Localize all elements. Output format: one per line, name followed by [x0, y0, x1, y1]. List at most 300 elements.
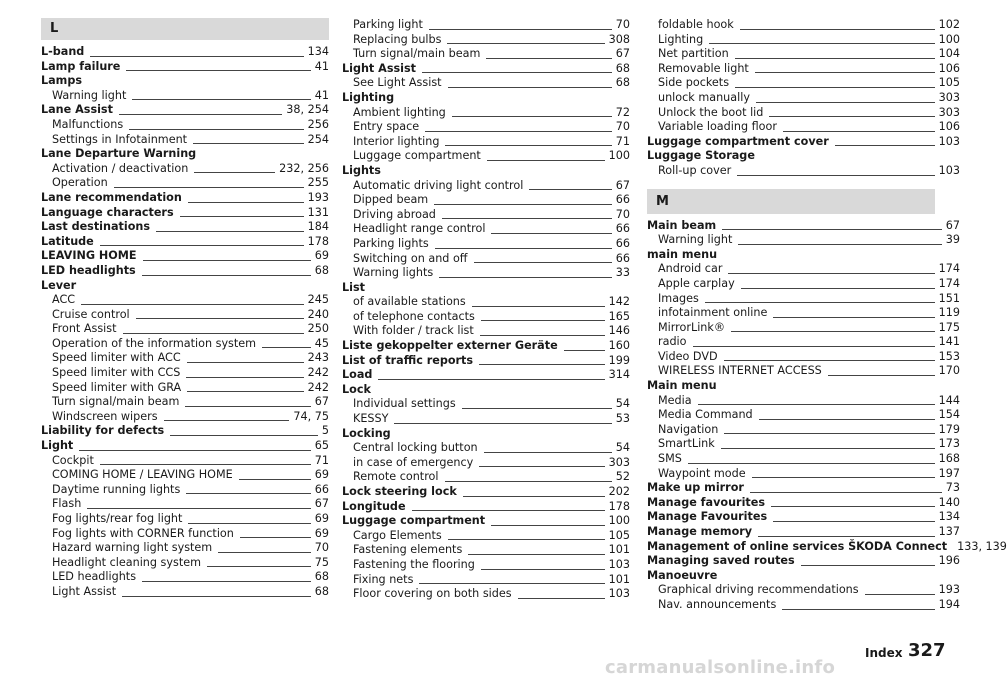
page-reference[interactable]: 105: [938, 76, 960, 90]
page-reference[interactable]: 303: [608, 455, 630, 469]
index-term: With folder / track list: [353, 324, 474, 338]
index-entry: [41, 60, 329, 75]
page-reference[interactable]: 106: [938, 120, 960, 134]
leader-line: [709, 43, 934, 44]
leader-line: [737, 175, 934, 176]
leader-line: [758, 536, 935, 537]
index-entry: [41, 162, 329, 177]
page-reference[interactable]: 184: [307, 220, 329, 234]
index-entry: [342, 237, 630, 252]
index-entry: [647, 33, 960, 48]
index-entry: [647, 364, 960, 379]
page-reference[interactable]: 168: [938, 452, 960, 466]
leader-line: [419, 583, 604, 584]
leader-line: [752, 477, 935, 478]
index-entry: [647, 106, 960, 121]
page-reference[interactable]: 101: [608, 543, 630, 557]
index-entry: [342, 164, 630, 179]
page-reference[interactable]: 165: [608, 309, 630, 323]
page-reference[interactable]: 134: [938, 510, 960, 524]
index-term: Management of online services ŠKODA Connect: [647, 539, 948, 553]
page-reference[interactable]: 67: [314, 497, 329, 511]
index-term: Images: [658, 291, 699, 305]
index-entry: [41, 337, 329, 352]
page-reference[interactable]: 68: [615, 76, 630, 90]
index-term: Central locking button: [353, 441, 478, 455]
page-reference[interactable]: 193: [307, 190, 329, 204]
leader-line: [529, 189, 611, 190]
leader-line: [835, 145, 935, 146]
index-entry: [342, 456, 630, 471]
leader-line: [142, 581, 311, 582]
leader-line: [447, 43, 604, 44]
index-term: Cargo Elements: [353, 528, 442, 542]
index-term: Navigation: [658, 422, 719, 436]
page-reference[interactable]: 140: [938, 495, 960, 509]
index-entry: [647, 62, 960, 77]
page-reference[interactable]: 194: [938, 597, 960, 611]
leader-line: [193, 143, 304, 144]
leader-line: [114, 187, 304, 188]
page-reference[interactable]: 178: [608, 499, 630, 513]
leader-line: [724, 360, 935, 361]
index-entry: [342, 339, 630, 354]
leader-line: [425, 131, 612, 132]
index-term: of telephone contacts: [353, 309, 475, 323]
index-term: Managing saved routes: [647, 554, 795, 568]
page-reference[interactable]: 5: [321, 424, 329, 438]
index-entry: [647, 437, 960, 452]
index-term: Warning light: [52, 88, 127, 102]
index-term: Hazard warning light system: [52, 541, 213, 555]
index-entry: [342, 383, 630, 398]
index-entry: [41, 541, 329, 556]
index-term: Warning lights: [353, 266, 434, 280]
index-entry: [342, 354, 630, 369]
page-reference[interactable]: 153: [938, 349, 960, 363]
page-reference[interactable]: 54: [615, 397, 630, 411]
leader-line: [472, 306, 605, 307]
page-reference[interactable]: 52: [615, 470, 630, 484]
leader-line: [123, 333, 304, 334]
index-term: SMS: [658, 452, 682, 466]
index-column-3: [647, 18, 1007, 613]
page-reference[interactable]: 105: [608, 528, 630, 542]
page-reference[interactable]: 68: [314, 584, 329, 598]
page-reference[interactable]: 199: [608, 353, 630, 367]
index-entry: [342, 310, 630, 325]
index-term: Cruise control: [52, 307, 130, 321]
index-entry: [342, 208, 630, 223]
index-term: Language characters: [41, 205, 174, 219]
leader-line: [164, 420, 290, 421]
index-term: List: [342, 280, 365, 294]
index-entry: [342, 135, 630, 150]
leader-line: [738, 244, 941, 245]
page-reference[interactable]: 66: [615, 236, 630, 250]
index-term: WIRELESS INTERNET ACCESS: [658, 364, 822, 378]
page-reference[interactable]: 41: [314, 88, 329, 102]
index-term: main menu: [647, 247, 718, 261]
leader-line: [170, 435, 318, 436]
index-entry: [647, 452, 960, 467]
index-entry: [41, 133, 329, 148]
leader-line: [491, 233, 611, 234]
page-reference[interactable]: 66: [615, 222, 630, 236]
page-reference[interactable]: 256: [307, 117, 329, 131]
page-reference[interactable]: 242: [307, 366, 329, 380]
index-entry: [41, 89, 329, 104]
leader-line: [143, 260, 311, 261]
index-term: Fog lights with CORNER function: [52, 526, 234, 540]
page-reference[interactable]: 106: [938, 61, 960, 75]
page-reference[interactable]: 101: [608, 572, 630, 586]
page-reference[interactable]: 174: [938, 262, 960, 276]
index-entry: [342, 324, 630, 339]
leader-line: [188, 202, 304, 203]
page-reference[interactable]: 303: [938, 90, 960, 104]
index-term: Parking lights: [353, 236, 429, 250]
page-reference[interactable]: 75: [314, 555, 329, 569]
page-reference[interactable]: 175: [938, 320, 960, 334]
index-term: Warning light: [658, 233, 733, 247]
index-entry: [647, 135, 960, 150]
index-term: Fog lights/rear fog light: [52, 512, 183, 525]
page-reference[interactable]: 131: [307, 205, 329, 219]
index-term: LED headlights: [52, 570, 137, 584]
index-entry: [41, 410, 329, 425]
index-term: Automatic driving light control: [353, 178, 524, 192]
index-term: Luggage Storage: [647, 149, 755, 163]
index-entry: [342, 543, 630, 558]
page-reference[interactable]: 68: [615, 61, 630, 75]
page-reference[interactable]: 170: [938, 364, 960, 378]
index-term: Waypoint mode: [658, 466, 746, 480]
index-entry: [41, 512, 329, 527]
page-reference[interactable]: 73: [945, 481, 960, 495]
index-entry: [41, 585, 329, 600]
index-term: Last destinations: [41, 220, 151, 234]
page-reference[interactable]: 146: [608, 324, 630, 338]
leader-line: [412, 510, 605, 511]
index-term: Windscreen wipers: [52, 409, 158, 423]
index-term: Lamps: [41, 74, 83, 88]
index-term: Lever: [41, 278, 77, 292]
leader-line: [773, 317, 934, 318]
page-reference[interactable]: 66: [615, 193, 630, 207]
leader-line: [422, 72, 612, 73]
index-term: Lighting: [342, 90, 395, 104]
index-entry: [647, 248, 960, 263]
page-reference[interactable]: 67: [945, 218, 960, 232]
leader-line: [756, 102, 935, 103]
page-reference[interactable]: 70: [314, 541, 329, 555]
leader-line: [445, 481, 612, 482]
index-term: Unlock the boot lid: [658, 105, 764, 119]
page-reference[interactable]: 245: [307, 293, 329, 307]
index-term: Liability for defects: [41, 424, 165, 438]
page-reference[interactable]: 74, 75: [293, 409, 329, 423]
index-term: Fastening the flooring: [353, 557, 475, 571]
leader-line: [207, 566, 311, 567]
leader-line: [435, 248, 612, 249]
index-entry: [342, 441, 630, 456]
leader-line: [518, 598, 605, 599]
footer-label: Index: [865, 646, 903, 660]
index-term: LED headlights: [41, 263, 136, 277]
index-entry: [342, 573, 630, 588]
page-reference[interactable]: 144: [938, 393, 960, 407]
page-reference[interactable]: 70: [615, 207, 630, 221]
index-entry: [41, 191, 329, 206]
leader-line: [782, 609, 934, 610]
leader-line: [129, 129, 303, 130]
page-reference[interactable]: 33: [615, 266, 630, 280]
index-term: Remote control: [353, 470, 439, 484]
page-reference[interactable]: 119: [938, 306, 960, 320]
page-reference[interactable]: 54: [615, 441, 630, 455]
index-entry: [647, 321, 960, 336]
leader-line: [132, 99, 310, 100]
leader-line: [474, 262, 612, 263]
leader-line: [218, 552, 311, 553]
index-entry: [647, 598, 960, 613]
index-term: Malfunctions: [52, 117, 124, 131]
leader-line: [90, 56, 303, 57]
index-term: Side pockets: [658, 76, 730, 90]
page-reference[interactable]: 103: [608, 587, 630, 601]
leader-line: [187, 391, 303, 392]
index-term: L-band: [41, 45, 85, 58]
leader-line: [750, 492, 942, 493]
leader-line: [188, 523, 310, 524]
page-reference[interactable]: 53: [615, 412, 630, 426]
leader-line: [480, 335, 605, 336]
index-entry: [41, 351, 329, 366]
page-reference[interactable]: 66: [314, 482, 329, 496]
page-reference[interactable]: 174: [938, 276, 960, 290]
index-entry: [41, 103, 329, 118]
leader-line: [741, 288, 935, 289]
index-entry: [342, 368, 630, 383]
index-term: of available stations: [353, 295, 466, 309]
index-term: Operation: [52, 176, 108, 190]
page-reference[interactable]: 160: [608, 339, 630, 353]
index-entry: [342, 470, 630, 485]
index-entry: [647, 262, 960, 277]
index-term: Activation / deactivation: [52, 161, 189, 175]
page-reference[interactable]: 196: [938, 554, 960, 568]
index-term: Lights: [342, 163, 381, 177]
index-term: KESSY: [353, 412, 389, 426]
page-reference[interactable]: 242: [307, 380, 329, 394]
page-reference[interactable]: 104: [938, 47, 960, 61]
index-term: Light Assist: [342, 61, 416, 75]
index-entry: [647, 423, 960, 438]
page-reference[interactable]: 69: [314, 249, 329, 263]
index-entry: [41, 322, 329, 337]
page-reference[interactable]: 193: [938, 583, 960, 597]
index-term: Switching on and off: [353, 251, 468, 265]
page-reference[interactable]: 71: [314, 453, 329, 467]
index-entry: [342, 91, 630, 106]
page-reference[interactable]: 68: [314, 263, 329, 277]
page-reference[interactable]: 67: [615, 178, 630, 192]
page-reference[interactable]: 100: [608, 149, 630, 163]
page-reference[interactable]: 72: [615, 105, 630, 119]
page-reference[interactable]: 103: [938, 134, 960, 148]
page-reference[interactable]: 232, 256: [279, 161, 329, 175]
page-reference[interactable]: 137: [938, 525, 960, 538]
index-entry: [41, 468, 329, 483]
index-term: radio: [658, 335, 687, 349]
index-entry: [41, 206, 329, 221]
page-reference[interactable]: 178: [307, 234, 329, 248]
leader-line: [731, 331, 935, 332]
index-entry: [647, 120, 960, 135]
index-column-1: [41, 18, 329, 600]
index-entry: [41, 279, 329, 294]
index-entry: [41, 381, 329, 396]
index-term: Floor covering on both sides: [353, 587, 512, 601]
index-entry: [647, 219, 960, 234]
index-entry: [647, 335, 960, 350]
page-reference[interactable]: 45: [314, 336, 329, 350]
leader-line: [479, 364, 605, 365]
index-term: COMING HOME / LEAVING HOME: [52, 468, 233, 482]
leader-line: [771, 506, 935, 507]
index-term: Lane Departure Warning: [41, 147, 197, 161]
index-term: Dipped beam: [353, 193, 429, 207]
page-reference[interactable]: 69: [314, 468, 329, 482]
index-term: LEAVING HOME: [41, 249, 137, 263]
page-reference[interactable]: 70: [615, 18, 630, 31]
page-reference[interactable]: 240: [307, 307, 329, 321]
leader-line: [728, 273, 934, 274]
page-reference[interactable]: 179: [938, 422, 960, 436]
page-reference[interactable]: 308: [608, 32, 630, 46]
index-entry: [647, 292, 960, 307]
index-entry: [647, 164, 960, 179]
index-entry: [342, 295, 630, 310]
leader-line: [688, 463, 935, 464]
page-reference[interactable]: 103: [608, 557, 630, 571]
index-term: Lock: [342, 382, 371, 396]
index-term: Turn signal/main beam: [52, 395, 180, 409]
index-term: Video DVD: [658, 349, 718, 363]
index-entry: [647, 496, 960, 511]
watermark: carmanualsonline.info: [605, 657, 836, 678]
index-term: SmartLink: [658, 437, 715, 451]
index-entry: [647, 47, 960, 62]
page-reference[interactable]: 314: [608, 368, 630, 382]
page-reference[interactable]: 133, 139: [957, 539, 1007, 553]
index-term: Entry space: [353, 120, 420, 134]
leader-line: [119, 114, 282, 115]
page-reference[interactable]: 69: [314, 526, 329, 540]
index-term: Light: [41, 439, 74, 453]
page-reference[interactable]: 303: [938, 105, 960, 119]
index-term: Graphical driving recommendations: [658, 583, 859, 597]
leader-line: [394, 423, 611, 424]
leader-line: [479, 466, 604, 467]
page-reference[interactable]: 100: [608, 514, 630, 528]
leader-line: [187, 362, 304, 363]
index-entry: [342, 222, 630, 237]
page-reference[interactable]: 243: [307, 351, 329, 365]
page-reference[interactable]: 65: [314, 439, 329, 453]
page-reference[interactable]: 173: [938, 437, 960, 451]
page-reference[interactable]: 202: [608, 485, 630, 498]
index-term: Fastening elements: [353, 543, 463, 557]
page-reference[interactable]: 39: [945, 233, 960, 247]
page-reference[interactable]: 151: [938, 291, 960, 305]
page-reference[interactable]: 69: [314, 512, 329, 525]
index-term: Luggage compartment: [353, 149, 481, 163]
leader-line: [180, 216, 304, 217]
index-term: Headlight range control: [353, 222, 486, 236]
index-entry: [647, 467, 960, 482]
page-reference[interactable]: 41: [314, 59, 329, 73]
index-entry: [342, 76, 630, 91]
index-entry: [41, 556, 329, 571]
page-reference[interactable]: 70: [615, 120, 630, 134]
page-reference[interactable]: 103: [938, 163, 960, 177]
page-reference[interactable]: 250: [307, 322, 329, 336]
leader-line: [801, 565, 935, 566]
index-entry: [342, 252, 630, 267]
leader-line: [442, 218, 612, 219]
index-entry: [342, 149, 630, 164]
page-reference[interactable]: 71: [615, 134, 630, 148]
leader-line: [239, 479, 311, 480]
leader-line: [735, 58, 935, 59]
page-reference[interactable]: 38, 254: [286, 103, 329, 117]
index-entry: [647, 569, 960, 584]
page-reference[interactable]: 255: [307, 176, 329, 190]
page-reference[interactable]: 68: [314, 570, 329, 584]
index-entry: [647, 408, 960, 423]
index-term: See Light Assist: [353, 76, 442, 90]
page-reference[interactable]: 102: [938, 18, 960, 31]
page-reference[interactable]: 142: [608, 295, 630, 309]
page-reference[interactable]: 154: [938, 408, 960, 422]
index-term: Locking: [342, 426, 391, 440]
index-term: Lane Assist: [41, 103, 113, 117]
page-reference[interactable]: 254: [307, 132, 329, 146]
index-entry: [342, 558, 630, 573]
leader-line: [185, 406, 310, 407]
index-term: Luggage compartment cover: [647, 134, 829, 148]
section-header-m: M: [647, 189, 935, 214]
index-entry: [41, 235, 329, 250]
page-reference[interactable]: 141: [938, 335, 960, 349]
page-reference[interactable]: 197: [938, 466, 960, 480]
leader-line: [740, 29, 935, 30]
index-term: Settings in Infotainment: [52, 132, 188, 146]
page-reference[interactable]: 134: [307, 45, 329, 58]
page-reference[interactable]: 67: [615, 47, 630, 61]
index-term: Speed limiter with GRA: [52, 380, 182, 394]
page-reference[interactable]: 67: [314, 395, 329, 409]
leader-line: [79, 450, 310, 451]
leader-line: [698, 404, 935, 405]
page-reference[interactable]: 100: [938, 32, 960, 46]
page-reference[interactable]: 66: [615, 251, 630, 265]
index-term: Longitude: [342, 499, 406, 513]
leader-line: [468, 554, 604, 555]
index-entry: [647, 350, 960, 365]
